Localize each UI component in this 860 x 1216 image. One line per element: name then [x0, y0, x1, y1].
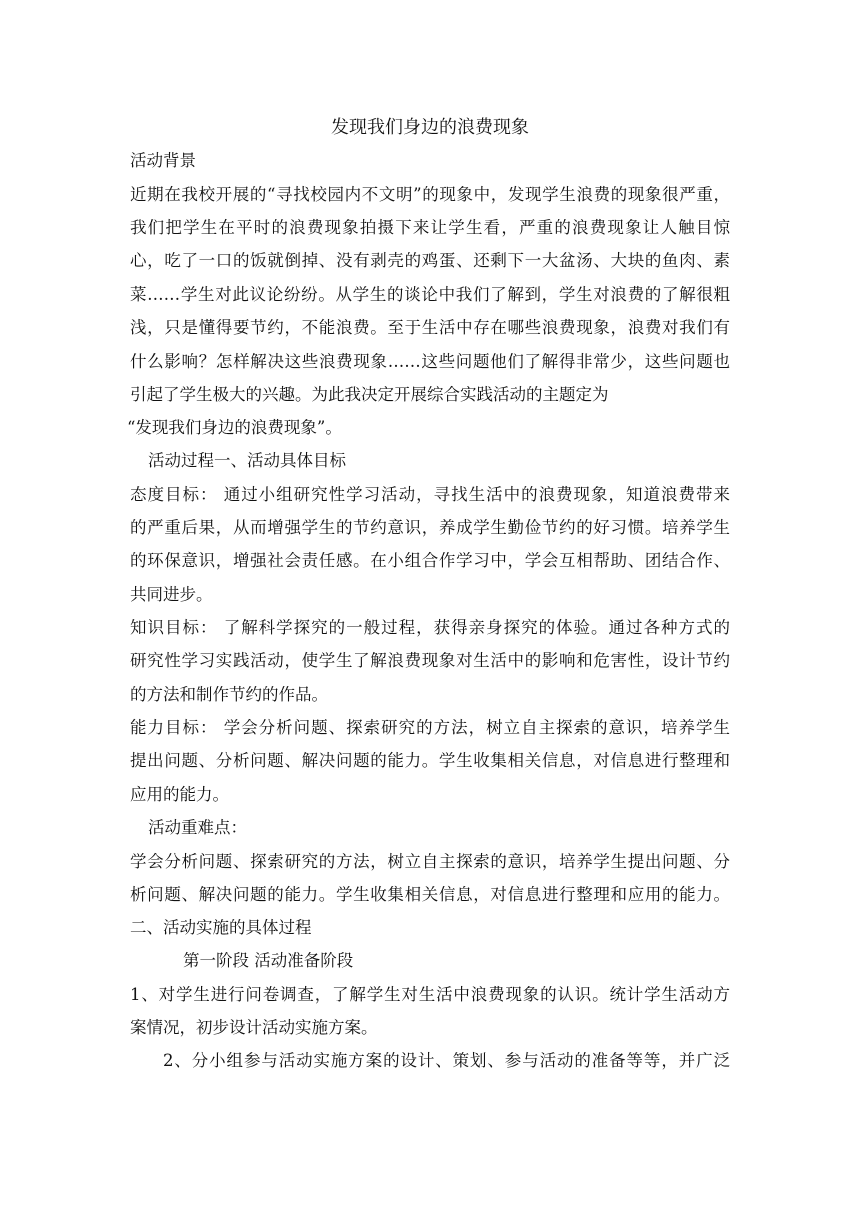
- paragraph-line: 提出问题、分析问题、解决问题的能力。学生收集相关信息，对信息进行整理和: [130, 751, 730, 770]
- paragraph-line: 的方法和制作节约的作品。: [130, 685, 328, 704]
- paragraph-line: 知识目标： 了解科学探究的一般过程，获得亲身探究的体验。通过各种方式的: [130, 618, 730, 637]
- section-heading-key-points: 活动重难点：: [148, 818, 247, 837]
- section-heading-process: 二、活动实施的具体过程: [130, 918, 312, 937]
- paragraph-line: 我们把学生在平时的浪费现象拍摄下来让学生看，严重的浪费现象让人触目惊: [130, 218, 730, 237]
- section-heading-background: 活动背景: [130, 151, 196, 170]
- section-heading-goals: 活动过程一、活动具体目标: [148, 451, 346, 470]
- paragraph-line: 引起了学生极大的兴趣。为此我决定开展综合实践活动的主题定为: [130, 385, 609, 404]
- paragraph-line: “发现我们身边的浪费现象”。: [127, 418, 342, 437]
- paragraph-line: 学会分析问题、探索研究的方法，树立自主探索的意识，培养学生提出问题、分: [130, 852, 730, 871]
- paragraph-line: 共同进步。: [130, 585, 213, 604]
- paragraph-line: 研究性学习实践活动，使学生了解浪费现象对生活中的影响和危害性，设计节约: [130, 651, 730, 670]
- paragraph-line: 心，吃了一口的饭就倒掉、没有剥壳的鸡蛋、还剩下一大盆汤、大块的鱼肉、素: [130, 251, 730, 270]
- paragraph-line: 近期在我校开展的“寻找校园内不文明”的现象中，发现学生浪费的现象很严重，: [130, 185, 730, 204]
- paragraph-line: 案情况，初步设计活动实施方案。: [130, 1018, 378, 1037]
- paragraph-line: 能力目标： 学会分析问题、探索研究的方法，树立自主探索的意识，培养学生: [130, 718, 730, 737]
- paragraph-line: 析问题、解决问题的能力。学生收集相关信息，对信息进行整理和应用的能力。: [130, 885, 730, 904]
- paragraph-line: 浅，只是懂得要节约，不能浪费。至于生活中存在哪些浪费现象，浪费对我们有: [130, 318, 730, 337]
- stage-heading: 第一阶段 活动准备阶段: [183, 951, 354, 970]
- paragraph-line: 什么影响？怎样解决这些浪费现象……这些问题他们了解得非常少，这些问题也: [130, 352, 730, 371]
- document-title: 发现我们身边的浪费现象: [331, 117, 529, 138]
- paragraph-line: 1、对学生进行问卷调查，了解学生对生活中浪费现象的认识。统计学生活动方: [130, 985, 730, 1004]
- paragraph-line: 2、分小组参与活动实施方案的设计、策划、参与活动的准备等等，并广泛: [163, 1051, 730, 1070]
- paragraph-line: 态度目标： 通过小组研究性学习活动，寻找生活中的浪费现象，知道浪费带来: [130, 485, 730, 504]
- paragraph-line: 菜……学生对此议论纷纷。从学生的谈论中我们了解到，学生对浪费的了解很粗: [130, 285, 730, 304]
- paragraph-line: 应用的能力。: [130, 785, 229, 804]
- paragraph-line: 的环保意识，增强社会责任感。在小组合作学习中，学会互相帮助、团结合作、: [130, 551, 730, 570]
- paragraph-line: 的严重后果，从而增强学生的节约意识，养成学生勤俭节约的好习惯。培养学生: [130, 518, 730, 537]
